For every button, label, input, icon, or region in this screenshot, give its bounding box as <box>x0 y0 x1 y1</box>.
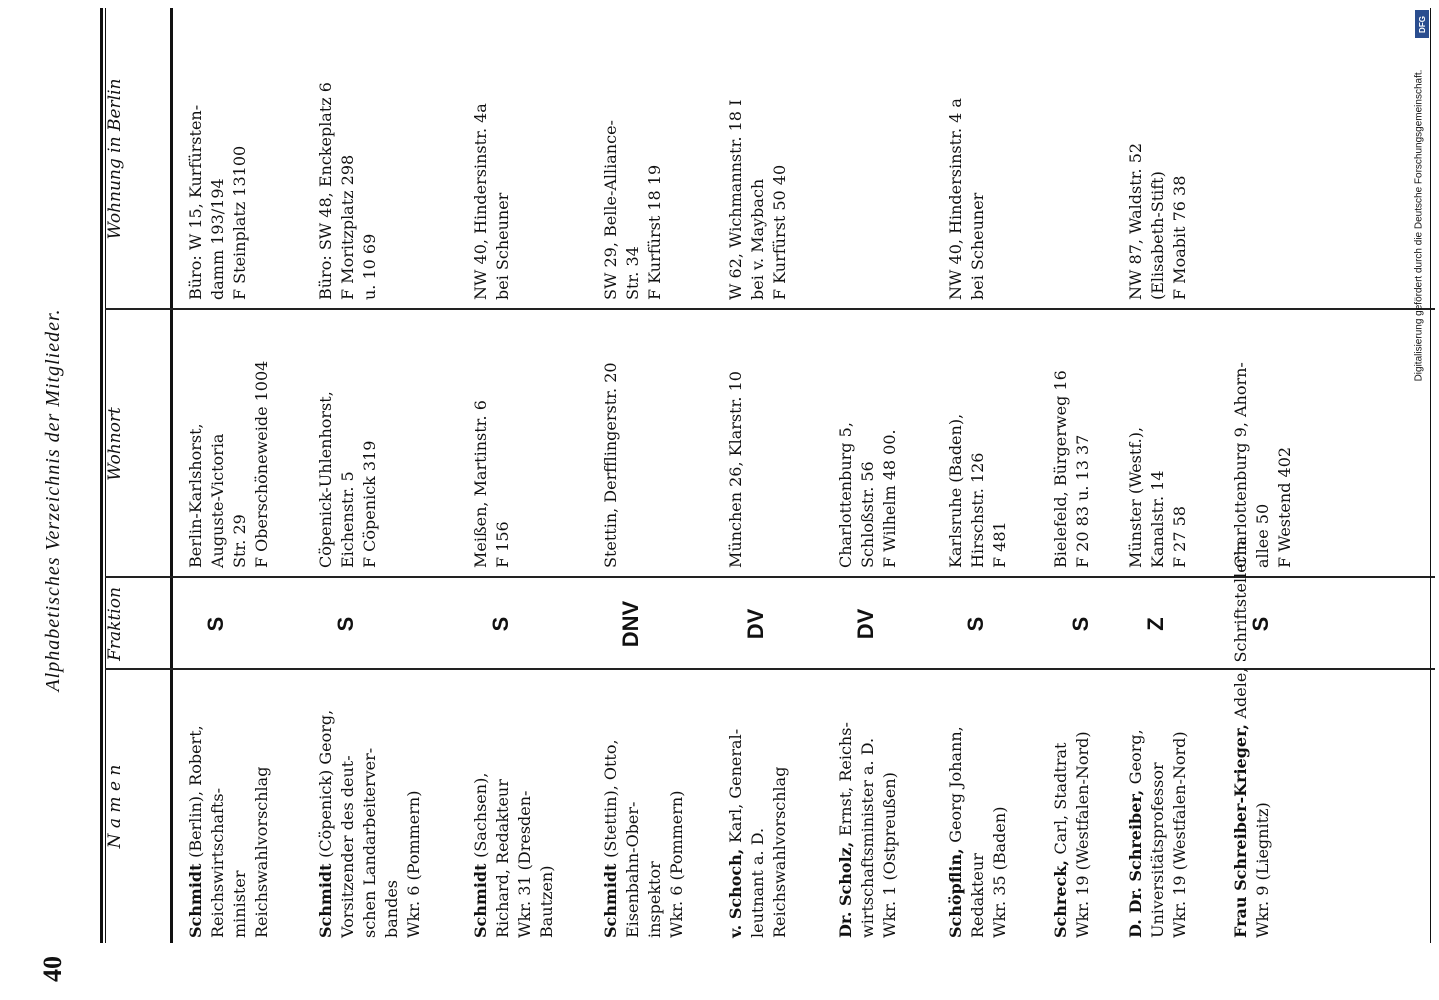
col-rule-3 <box>105 309 1435 311</box>
member-name <box>1125 729 1191 938</box>
member-fraktion: S <box>488 616 513 632</box>
berlin-line: (Elisabeth-Stift) <box>1148 171 1167 300</box>
member-name-line: Wkr. 6 (Pommern) <box>667 790 686 938</box>
wohnort-line: Cöpenick-Uhlenhorst, <box>316 391 335 568</box>
member-name <box>185 725 273 938</box>
col-header-wohnort: Wohnort <box>105 407 125 481</box>
member-name-line: Georg, <box>1126 729 1145 785</box>
member-berlin-address <box>470 103 514 300</box>
digitization-note: Digitalisierung gefördert durch die Deutsche Forschungsgemeinschaft. <box>1413 69 1425 382</box>
member-name-line: Bautzen) <box>537 865 556 938</box>
member-wohnort <box>1050 370 1094 568</box>
col-header-name: N a m e n <box>105 764 125 849</box>
berlin-line: bei Scheuner <box>968 192 987 300</box>
member-wohnort <box>600 362 622 568</box>
berlin-line: F Kurfürst 50 40 <box>770 164 789 300</box>
col-header-fraktion: Fraktion <box>105 587 125 661</box>
berlin-line: Büro: W 15, Kurfürsten- <box>186 104 205 300</box>
member-surname: Schmidt <box>316 857 335 938</box>
member-name-line: (Sachsen), <box>471 772 490 858</box>
member-name <box>470 773 558 938</box>
member-wohnort <box>315 391 381 568</box>
wohnort-line: F Oberschöneweide 1004 <box>252 360 271 568</box>
member-name-line: minister <box>230 870 249 938</box>
wohnort-line: F 27 58 <box>1170 506 1189 568</box>
wohnort-line: Berlin-Karlshorst, <box>186 423 205 568</box>
member-name <box>725 729 791 938</box>
member-name-line: Adele, Schriftstellerin <box>1231 540 1250 719</box>
member-name-line: Eisenbahn-Ober- <box>623 801 642 938</box>
berlin-line: Str. 34 <box>623 246 642 300</box>
member-wohnort <box>945 414 1011 568</box>
member-wohnort <box>470 400 514 568</box>
wohnort-line: Auguste-Victoria <box>208 433 227 568</box>
member-name-line: Universitätsprofessor <box>1148 762 1167 938</box>
page-number: 40 <box>38 956 67 982</box>
berlin-line: F Moritzplatz 298 <box>338 154 357 300</box>
member-surname: Schmidt <box>471 857 490 938</box>
member-name-line: Reichswahlvorschlag <box>770 766 789 938</box>
member-name-line: Karl, General- <box>726 728 745 844</box>
wohnort-line: F 481 <box>990 521 1009 568</box>
member-name-line: Reichswahlvorschlag <box>252 766 271 938</box>
member-fraktion: S <box>1068 616 1093 632</box>
member-fraktion: S <box>203 616 228 632</box>
member-name-line: Ernst, Reichs- <box>836 722 855 837</box>
member-fraktion: S <box>333 616 358 632</box>
member-fraktion: Z <box>1143 617 1168 631</box>
member-name-line: Wkr. 31 (Dresden- <box>515 790 534 938</box>
member-surname: Schreck, <box>1051 854 1070 938</box>
member-wohnort <box>835 422 901 568</box>
member-berlin-address <box>945 98 989 300</box>
member-wohnort <box>1230 362 1296 568</box>
wohnort-line: Eichenstr. 5 <box>338 471 357 568</box>
berlin-line: SW 29, Belle-Alliance- <box>601 120 620 300</box>
member-wohnort <box>1125 427 1191 568</box>
member-name-line: inspektor <box>645 861 664 938</box>
member-name-line: (Stettin), Otto, <box>601 739 620 858</box>
member-name-line: (Cöpenick) Georg, <box>316 709 335 858</box>
berlin-line: Büro: SW 48, Enckeplatz 6 <box>316 82 335 300</box>
member-name-line: bandes <box>382 879 401 938</box>
member-name-line: Georg Johann, <box>946 726 965 843</box>
berlin-line: F Moabit 76 38 <box>1170 175 1189 300</box>
member-name <box>600 739 688 938</box>
member-berlin-address <box>315 82 381 300</box>
wohnort-line: F Cöpenick 319 <box>360 440 379 568</box>
member-berlin-address <box>600 120 666 300</box>
member-fraktion: DV <box>743 608 768 640</box>
wohnort-line: Kanalstr. 14 <box>1148 470 1167 568</box>
wohnort-line: F Wilhelm 48 00. <box>880 429 899 568</box>
berlin-line: bei v. Maybach <box>748 178 767 300</box>
member-fraktion: S <box>963 616 988 632</box>
member-name-line: Vorsitzender des deut- <box>338 755 357 938</box>
dfg-logo: DFG <box>1415 10 1429 38</box>
member-surname: Frau Schreiber-Krieger, <box>1231 718 1250 938</box>
member-name-line: Redakteur <box>968 853 987 938</box>
member-fraktion: S <box>1248 616 1273 632</box>
berlin-line: damm 193/194 <box>208 178 227 300</box>
wohnort-line: Hirschstr. 126 <box>968 452 987 568</box>
member-berlin-address <box>1125 143 1191 300</box>
member-fraktion: DNV <box>618 600 643 648</box>
member-surname: v. Schoch, <box>726 843 745 938</box>
member-name-line: wirtschaftsminister a. D. <box>858 737 877 938</box>
member-name <box>945 726 1011 938</box>
member-name-line: leutnant a. D. <box>748 827 767 938</box>
berlin-line: bei Scheuner <box>493 192 512 300</box>
wohnort-line: Str. 29 <box>230 514 249 568</box>
member-name-line: Wkr. 19 (Westfalen-Nord) <box>1073 731 1092 938</box>
member-wohnort <box>725 371 747 568</box>
member-name-line: Carl, Stadtrat <box>1051 742 1070 855</box>
header-rule <box>170 8 173 943</box>
member-name-line: schen Landarbeiterver- <box>360 747 379 938</box>
wohnort-line: Charlottenburg 9, Ahorn- <box>1231 362 1250 568</box>
top-rule <box>100 8 103 943</box>
wohnort-line: Münster (Westf.), <box>1126 426 1145 568</box>
sidebar-note <box>1399 0 1439 1000</box>
member-surname: D. Dr. Schreiber, <box>1126 784 1145 938</box>
wohnort-line: Meißen, Martinstr. 6 <box>471 400 490 568</box>
wohnort-line: Charlottenburg 5, <box>836 422 855 568</box>
member-name-line: Wkr. 19 (Westfalen-Nord) <box>1170 731 1189 938</box>
member-name-line: Wkr. 1 (Ostpreußen) <box>880 772 899 938</box>
member-name-line: Wkr. 35 (Baden) <box>990 806 1009 938</box>
member-name-line: Wkr. 6 (Pommern) <box>404 790 423 938</box>
member-name-line: Richard, Redakteur <box>493 779 512 938</box>
member-name <box>835 722 901 938</box>
member-surname: Schmidt <box>186 857 205 938</box>
wohnort-line: F 20 83 u. 13 37 <box>1073 434 1092 568</box>
wohnort-line: Karlsruhe (Baden), <box>946 413 965 568</box>
wohnort-line: F 156 <box>493 521 512 568</box>
member-name-line: Reichswirtschafts- <box>208 788 227 938</box>
wohnort-line: München 26, Klarstr. 10 <box>726 371 745 568</box>
berlin-line: u. 10 69 <box>360 233 379 300</box>
member-fraktion: DV <box>853 608 878 640</box>
member-name <box>315 710 425 938</box>
member-name-line: Wkr. 9 (Liegnitz) <box>1253 802 1272 938</box>
member-berlin-address <box>185 105 251 300</box>
wohnort-line: allee 50 <box>1253 503 1272 568</box>
berlin-line: F Kurfürst 18 19 <box>645 164 664 300</box>
berlin-line: NW 40, Hindersinstr. 4 a <box>946 98 965 300</box>
wohnort-line: Bielefeld, Bürgerweg 16 <box>1051 370 1070 568</box>
col-header-berlin: Wohnung in Berlin <box>105 78 125 240</box>
page-heading: Alphabetisches Verzeichnis der Mitglieder. <box>42 308 64 692</box>
berlin-line: NW 87, Waldstr. 52 <box>1126 142 1145 300</box>
member-surname: Schöpflin, <box>946 842 965 938</box>
wohnort-line: Schloßstr. 56 <box>858 461 877 568</box>
member-berlin-address <box>725 100 791 300</box>
berlin-line: W 62, Wichmannstr. 18 I <box>726 99 745 300</box>
berlin-line: NW 40, Hindersinstr. 4a <box>471 103 490 300</box>
wohnort-line: F Westend 402 <box>1275 446 1294 568</box>
berlin-line: F Steinplatz 13100 <box>230 145 249 300</box>
member-name <box>1050 731 1094 938</box>
member-surname: Dr. Scholz, <box>836 836 855 938</box>
member-surname: Schmidt <box>601 857 620 938</box>
wohnort-line: Stettin, Derfflingerstr. 20 <box>601 362 620 568</box>
member-wohnort <box>185 361 273 568</box>
member-name-line: (Berlin), Robert, <box>186 725 205 858</box>
